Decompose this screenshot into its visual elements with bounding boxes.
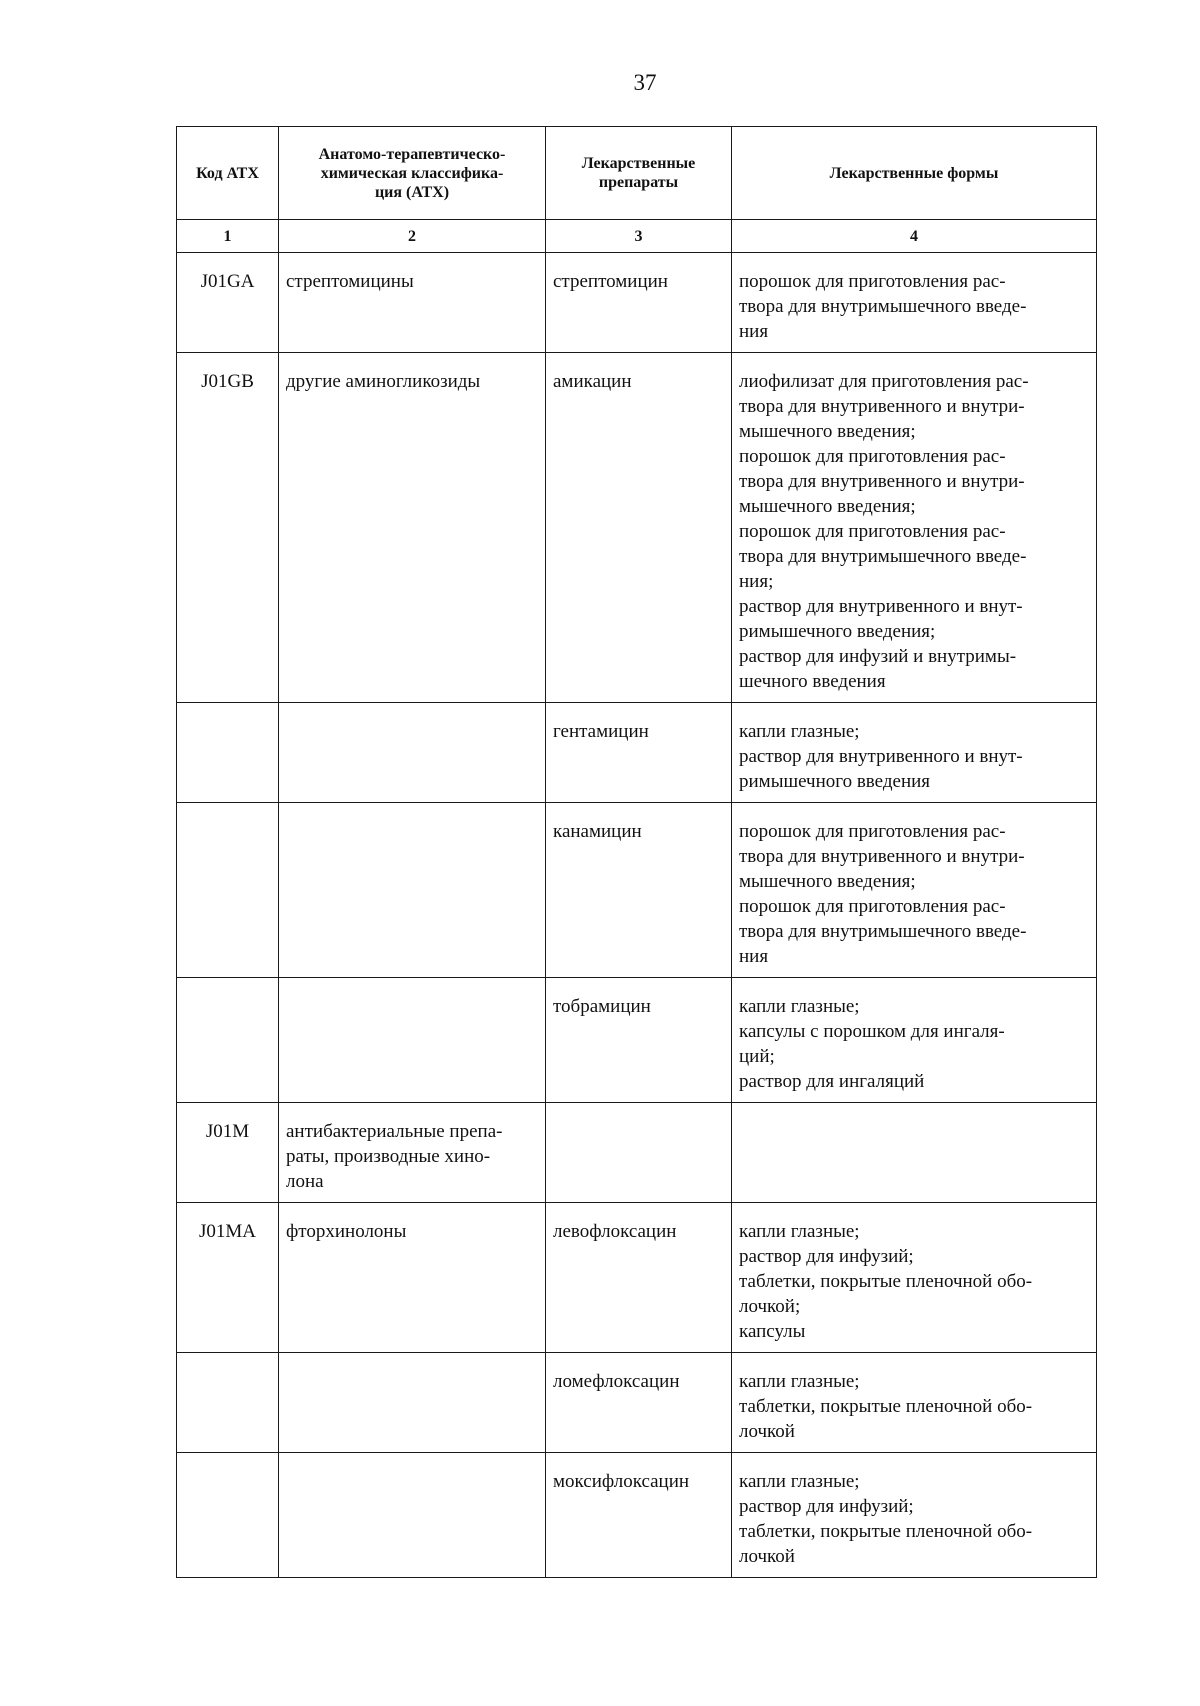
classification-line: антибактериальные препа- (286, 1121, 503, 1142)
drug-cell: ломефлоксацин (546, 1353, 732, 1453)
dosage-form-line: порошок для приготовления рас- (739, 521, 1006, 542)
dosage-form-line: порошок для приготовления рас- (739, 271, 1006, 292)
dosage-form-line: ния (739, 321, 769, 342)
drug-cell: канамицин (546, 803, 732, 978)
dosage-form-line: твора для внутримышечного введе- (739, 296, 1027, 317)
dosage-form-line: римышечного введения (739, 771, 931, 792)
dosage-form-line: таблетки, покрытые пленочной обо- (739, 1271, 1033, 1292)
header-atx-classification (279, 127, 546, 220)
atx-code-cell (177, 803, 279, 978)
table-row (177, 803, 1097, 978)
dosage-form-line: ций; (739, 1046, 775, 1067)
drug-cell: моксифлоксацин (546, 1453, 732, 1578)
drug-cell (546, 1103, 732, 1203)
dosage-form-line: твора для внутривенного и внутри- (739, 846, 1025, 867)
table-row (177, 978, 1097, 1103)
dosage-form-line: капли глазные; (739, 721, 860, 742)
table-row (177, 1103, 1097, 1203)
dosage-form-line: лочкой; (739, 1296, 801, 1317)
dosage-form-line: капсулы (739, 1321, 806, 1342)
dosage-forms-cell (732, 803, 1097, 978)
dosage-form-line: порошок для приготовления рас- (739, 821, 1006, 842)
header-line: Код АТХ (196, 164, 259, 182)
dosage-forms-cell (732, 1103, 1097, 1203)
atx-code-cell: J01M (177, 1103, 279, 1203)
atx-code-cell: J01GA (177, 253, 279, 353)
classification-line: другие аминогликозиды (286, 371, 481, 392)
atx-code-cell (177, 1353, 279, 1453)
atx-code-cell: J01GB (177, 353, 279, 703)
classification-cell (279, 1103, 546, 1203)
dosage-form-line: твора для внутривенного и внутри- (739, 396, 1025, 417)
classification-line: стрептомицины (286, 271, 414, 292)
dosage-forms-cell (732, 353, 1097, 703)
classification-line: фторхинолоны (286, 1221, 407, 1242)
atx-code-cell: J01MA (177, 1203, 279, 1353)
atx-code-cell (177, 1453, 279, 1578)
dosage-form-line: твора для внутривенного и внутри- (739, 471, 1025, 492)
header-dosage-forms (732, 127, 1097, 220)
classification-cell (279, 1353, 546, 1453)
dosage-form-line: раствор для инфузий и внутримы- (739, 646, 1017, 667)
atx-code-cell (177, 978, 279, 1103)
header-line: химическая классифика- (320, 164, 504, 182)
column-number: 1 (177, 220, 279, 253)
dosage-form-line: капли глазные; (739, 1471, 860, 1492)
header-line: Лекарственные (581, 155, 696, 172)
header-line: препараты (598, 174, 679, 191)
dosage-form-line: мышечного введения; (739, 496, 916, 517)
classification-cell (279, 353, 546, 703)
column-number-row (177, 220, 1097, 253)
classification-cell (279, 1203, 546, 1353)
atx-table (176, 126, 1097, 1578)
table-body (177, 253, 1097, 1578)
dosage-form-line: шечного введения (739, 671, 886, 692)
dosage-forms-cell (732, 703, 1097, 803)
dosage-form-line: раствор для внутривенного и внут- (739, 746, 1023, 767)
page-number: 37 (633, 70, 657, 95)
dosage-form-line: твора для внутримышечного введе- (739, 921, 1027, 942)
classification-cell (279, 978, 546, 1103)
dosage-form-line: раствор для инфузий; (739, 1246, 914, 1267)
dosage-form-line: ния; (739, 571, 774, 592)
drug-cell: гентамицин (546, 703, 732, 803)
table-row (177, 1203, 1097, 1353)
dosage-form-line: ния (739, 946, 769, 967)
classification-line: раты, производные хино- (286, 1146, 491, 1167)
classification-cell (279, 703, 546, 803)
dosage-forms-cell (732, 1453, 1097, 1578)
dosage-form-line: римышечного введения; (739, 621, 936, 642)
classification-cell (279, 803, 546, 978)
table-row (177, 1453, 1097, 1578)
drug-cell: стрептомицин (546, 253, 732, 353)
header-drugs (546, 127, 732, 220)
dosage-form-line: капли глазные; (739, 1371, 860, 1392)
dosage-form-line: раствор для инфузий; (739, 1496, 914, 1517)
table-row (177, 1353, 1097, 1453)
classification-cell (279, 1453, 546, 1578)
header-line: Анатомо-терапевтическо- (318, 145, 506, 163)
table-row (177, 353, 1097, 703)
dosage-form-line: таблетки, покрытые пленочной обо- (739, 1396, 1033, 1417)
classification-line: лона (286, 1171, 324, 1192)
column-number: 3 (546, 220, 732, 253)
dosage-form-line: лочкой (739, 1546, 795, 1567)
drug-cell: тобрамицин (546, 978, 732, 1103)
dosage-form-line: порошок для приготовления рас- (739, 896, 1006, 917)
dosage-forms-cell (732, 253, 1097, 353)
dosage-forms-cell (732, 978, 1097, 1103)
dosage-forms-cell (732, 1353, 1097, 1453)
header-row (177, 127, 1097, 220)
dosage-forms-cell (732, 1203, 1097, 1353)
dosage-form-line: лиофилизат для приготовления рас- (739, 371, 1029, 392)
dosage-form-line: раствор для ингаляций (739, 1071, 925, 1092)
dosage-form-line: мышечного введения; (739, 421, 916, 442)
classification-cell (279, 253, 546, 353)
header-line: ция (АТХ) (374, 183, 450, 201)
drug-cell: амикацин (546, 353, 732, 703)
dosage-form-line: капли глазные; (739, 996, 860, 1017)
column-number: 2 (279, 220, 546, 253)
dosage-form-line: таблетки, покрытые пленочной обо- (739, 1521, 1033, 1542)
dosage-form-line: капсулы с порошком для ингаля- (739, 1021, 1005, 1042)
table-row (177, 253, 1097, 353)
header-atx-code (177, 127, 279, 220)
dosage-form-line: раствор для внутривенного и внут- (739, 596, 1023, 617)
dosage-form-line: твора для внутримышечного введе- (739, 546, 1027, 567)
header-line: Лекарственные формы (829, 164, 999, 182)
column-number: 4 (732, 220, 1097, 253)
drug-cell: левофлоксацин (546, 1203, 732, 1353)
dosage-form-line: капли глазные; (739, 1221, 860, 1242)
dosage-form-line: мышечного введения; (739, 871, 916, 892)
dosage-form-line: лочкой (739, 1421, 795, 1442)
dosage-form-line: порошок для приготовления рас- (739, 446, 1006, 467)
atx-code-cell (177, 703, 279, 803)
table-row (177, 703, 1097, 803)
